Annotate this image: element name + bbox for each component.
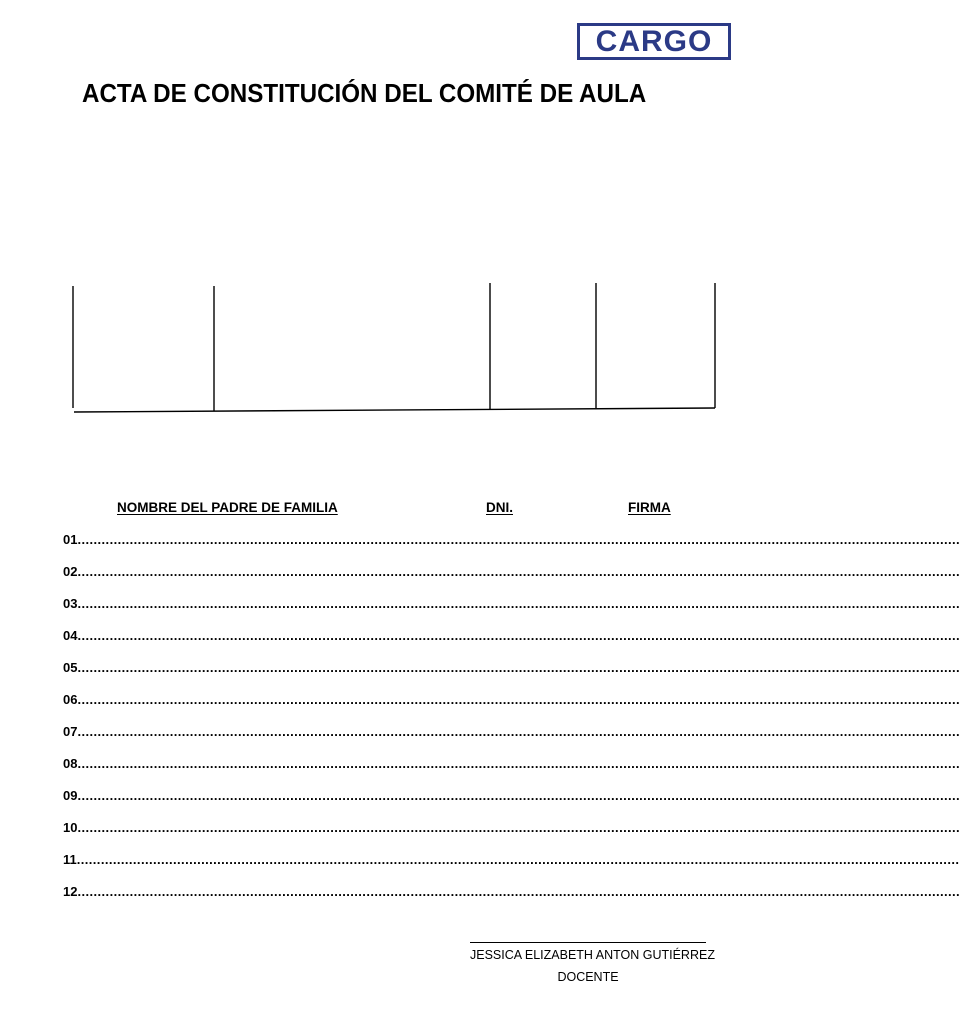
column-header-name: NOMBRE DEL PADRE DE FAMILIA [117,500,338,515]
dotted-fill-line: ............................................................................................................................................................................................................................ [77,884,960,899]
table-row [63,788,960,820]
dotted-fill-line: ............................................................................................................................................................................................................................ [77,820,960,835]
teacher-name: JESSICA ELIZABETH ANTON GUTIÉRREZ [470,948,715,962]
dotted-fill-line: ............................................................................................................................................................................................................................ [76,852,960,867]
dotted-fill-line: ............................................................................................................................................................................................................................ [77,564,960,579]
row-number: 06 [63,692,78,707]
dotted-fill-line: ............................................................................................................................................................................................................................ [77,756,960,771]
row-number: 12 [63,884,78,899]
table-row [63,628,960,660]
dotted-fill-line: ............................................................................................................................................................................................................................ [77,692,960,707]
table-row [63,724,960,756]
dotted-fill-line: ............................................................................................................................................................................................................................ [77,596,960,611]
cargo-stamp-text: CARGO [595,24,713,58]
table-row [63,884,960,916]
cargo-stamp [577,23,731,60]
row-number: 10 [63,820,78,835]
row-number: 05 [63,660,78,675]
dotted-fill-line: ............................................................................................................................................................................................................................ [77,724,960,739]
document-title: ACTA DE CONSTITUCIÓN DEL COMITÉ DE AULA [82,78,647,108]
table-row [63,596,960,628]
empty-table-frame [70,280,720,415]
column-header-signature: FIRMA [628,500,671,515]
row-number: 03 [63,596,78,611]
table-row [63,756,960,788]
signature-line [470,942,706,943]
dotted-fill-line: ............................................................................................................................................................................................................................ [77,788,960,803]
row-number: 01 [63,532,78,547]
row-number: 11 [63,852,77,867]
row-number: 02 [63,564,78,579]
teacher-role: DOCENTE [557,970,619,984]
dotted-fill-line: ............................................................................................................................................................................................................................ [77,628,960,643]
row-number: 04 [63,628,78,643]
row-number: 09 [63,788,78,803]
dotted-fill-line: ............................................................................................................................................................................................................................ [77,532,960,547]
table-row [63,532,960,564]
table-row [63,852,960,884]
column-header-dni: DNI. [486,500,513,515]
row-number: 07 [63,724,78,739]
signature-rows [63,532,960,916]
table-row [63,660,960,692]
table-row [63,564,960,596]
table-row [63,820,960,852]
row-number: 08 [63,756,78,771]
table-row [63,692,960,724]
dotted-fill-line: ............................................................................................................................................................................................................................ [77,660,960,675]
frame-bottom-line [74,408,715,412]
